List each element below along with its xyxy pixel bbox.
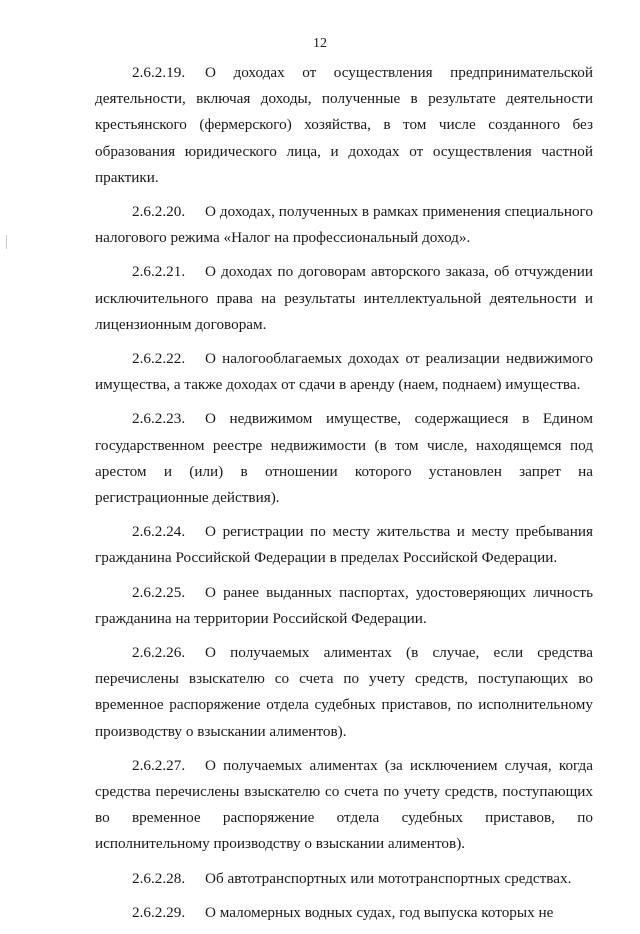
- clause-item: [95, 259, 593, 338]
- clause-text: О маломерных водных судах, год выпуска которых не: [205, 903, 554, 921]
- clause-number: 2.6.2.29.: [132, 903, 186, 921]
- clause-item: [95, 753, 593, 858]
- clause-number: 2.6.2.26.: [132, 644, 186, 662]
- clause-text: О регистрации по месту жительства и месту пребывания гражданина Российской Федерации в пределах Российской Федерации.: [95, 523, 593, 567]
- clause-item: [95, 406, 593, 511]
- clause-text: О получаемых алиментах (за исключением случая, когда средства перечислены взыскателю со счета по учету средств, поступающих во временное распоряжение отдела судебных приставов, по исполнительному производству о взыскании алиментов).: [95, 756, 593, 853]
- clause-item: [95, 866, 593, 892]
- clause-item: [95, 199, 593, 251]
- clause-item: [95, 900, 593, 926]
- clause-text: О доходах, полученных в рамках применения специального налогового режима «Налог на профессиональный доход».: [95, 203, 593, 247]
- clause-item: [95, 346, 593, 398]
- clause-item: [95, 580, 593, 632]
- clause-text: О доходах по договорам авторского заказа, об отчуждении исключительного права на результаты интеллектуальной деятельности и лицензионным договорам.: [95, 263, 593, 333]
- clause-text: О доходах от осуществления предпринимательской деятельности, включая доходы, полученные в результате деятельности крестьянского (фермерского) хозяйства, в том числе созданного без образования юридического лица, и доходах от осуществления частной практики.: [95, 64, 593, 186]
- clause-text: О недвижимом имуществе, содержащиеся в Едином государственном реестре недвижимости (в том числе, находящемся под арестом и (или) в отношении которого установлен запрет на регистрационные действия).: [95, 410, 593, 507]
- clause-number: 2.6.2.23.: [132, 410, 186, 428]
- clause-number: 2.6.2.21.: [132, 263, 186, 281]
- clause-number: 2.6.2.25.: [132, 583, 186, 601]
- clause-item: [95, 640, 593, 745]
- clause-item: [95, 519, 593, 571]
- clause-text: О ранее выданных паспортах, удостоверяющих личность гражданина на территории Российской Федерации.: [95, 583, 593, 627]
- clause-text: Об автотранспортных или мототранспортных средствах.: [205, 869, 572, 887]
- clause-text: О получаемых алиментах (в случае, если средства перечислены взыскателю со счета по учету средств, поступающих во временное распоряжение отдела судебных приставов, по исполнительному производству о взыскании алиментов).: [95, 644, 593, 740]
- clause-item: [95, 60, 593, 191]
- clause-number: 2.6.2.19.: [132, 64, 186, 81]
- clause-number: 2.6.2.24.: [132, 523, 186, 541]
- clause-number: 2.6.2.22.: [132, 350, 186, 368]
- clause-number: 2.6.2.20.: [132, 203, 186, 221]
- page-number: 12: [313, 36, 327, 51]
- scan-artifact: [6, 235, 7, 249]
- clause-number: 2.6.2.27.: [132, 756, 186, 774]
- clause-number: 2.6.2.28.: [132, 869, 186, 887]
- document-body: [95, 60, 593, 934]
- clause-text: О налогооблагаемых доходах от реализации недвижимого имущества, а также доходах от сдачи в аренду (наем, поднаем) имущества.: [95, 350, 593, 394]
